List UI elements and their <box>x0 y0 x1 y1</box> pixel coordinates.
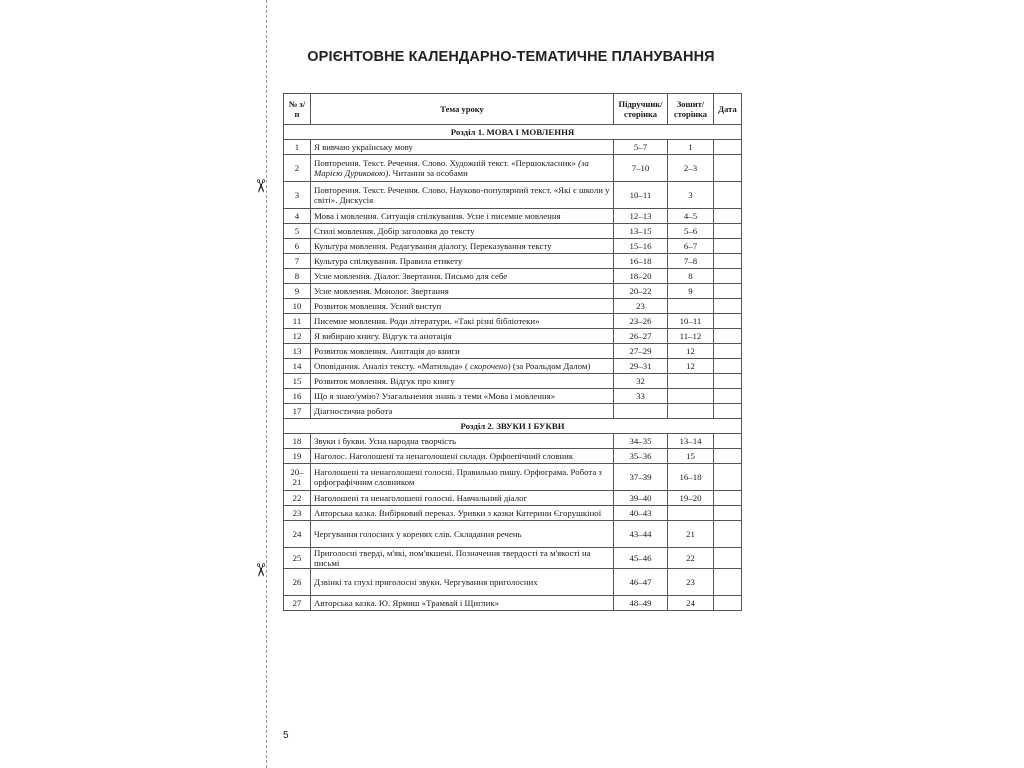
workbook-page: 21 <box>668 521 714 548</box>
workbook-page <box>668 404 714 419</box>
table-row <box>284 329 742 344</box>
workbook-page <box>668 299 714 314</box>
lesson-number: 10 <box>284 299 311 314</box>
date-cell <box>714 464 742 491</box>
table-row <box>284 359 742 374</box>
lesson-topic-tail: . Читання за особами <box>388 168 468 178</box>
lesson-topic-text: Наголошені та ненаголошені голосні. Правильно пишу. Орфограма. Робота з орфографічним словником <box>314 467 602 487</box>
table-row <box>284 548 742 569</box>
lesson-topic-italic: скорочено <box>470 361 508 371</box>
section-title: Розділ 1. МОВА І МОВЛЕННЯ <box>284 125 742 140</box>
lesson-topic-text: Розвиток мовлення. Анотація до книги <box>314 346 460 356</box>
lesson-number: 3 <box>284 182 311 209</box>
header-workbook: Зошит/ сторінка <box>668 94 714 125</box>
lesson-topic <box>311 182 614 209</box>
workbook-page: 11–12 <box>668 329 714 344</box>
lesson-number: 17 <box>284 404 311 419</box>
workbook-page: 15 <box>668 449 714 464</box>
cut-line <box>266 0 267 768</box>
lesson-topic <box>311 374 614 389</box>
textbook-page: 10–11 <box>614 182 668 209</box>
workbook-page: 2–3 <box>668 155 714 182</box>
lesson-topic-text: Розвиток мовлення. Усний виступ <box>314 301 442 311</box>
table-row <box>284 182 742 209</box>
table-row <box>284 239 742 254</box>
date-cell <box>714 434 742 449</box>
workbook-page: 16–18 <box>668 464 714 491</box>
table-row <box>284 389 742 404</box>
textbook-page: 20–22 <box>614 284 668 299</box>
table-row <box>284 299 742 314</box>
table-row <box>284 314 742 329</box>
table-row <box>284 254 742 269</box>
date-cell <box>714 239 742 254</box>
lesson-topic <box>311 254 614 269</box>
textbook-page: 35–36 <box>614 449 668 464</box>
textbook-page: 16–18 <box>614 254 668 269</box>
lesson-topic <box>311 209 614 224</box>
lesson-topic-text: Приголосні тверді, м'які, пом'якшені. Позначення твердості та м'якості на письмі <box>314 548 591 568</box>
lesson-topic <box>311 269 614 284</box>
workbook-page: 12 <box>668 359 714 374</box>
lesson-number: 22 <box>284 491 311 506</box>
lesson-number: 18 <box>284 434 311 449</box>
lesson-topic-text: Культура мовлення. Редагування діалогу. Переказування тексту <box>314 241 552 251</box>
lesson-topic-text: Авторська казка. Ю. Ярмиш «Трамвай і Щиглик» <box>314 598 500 608</box>
textbook-page: 32 <box>614 374 668 389</box>
lesson-number: 5 <box>284 224 311 239</box>
textbook-page: 34–35 <box>614 434 668 449</box>
table-row <box>284 209 742 224</box>
workbook-page <box>668 506 714 521</box>
workbook-page: 12 <box>668 344 714 359</box>
date-cell <box>714 596 742 611</box>
table-row <box>284 464 742 491</box>
lesson-topic-text: Усне мовлення. Монолог. Звертання <box>314 286 449 296</box>
date-cell <box>714 569 742 596</box>
lesson-topic-text: Звуки і букви. Усна народна творчість <box>314 436 457 446</box>
section-title: Розділ 2. ЗВУКИ І БУКВИ <box>284 419 742 434</box>
lesson-topic <box>311 434 614 449</box>
workbook-page: 5–6 <box>668 224 714 239</box>
textbook-page: 29–31 <box>614 359 668 374</box>
lesson-number: 26 <box>284 569 311 596</box>
table-row <box>284 491 742 506</box>
textbook-page: 33 <box>614 389 668 404</box>
lesson-topic-text: Що я знаю/умію? Узагальнення знань з теми «Мова і мовлення» <box>314 391 556 401</box>
workbook-page: 24 <box>668 596 714 611</box>
textbook-page: 13–15 <box>614 224 668 239</box>
lesson-topic-text: Культура спілкування. Правила етикету <box>314 256 463 266</box>
textbook-page: 12–13 <box>614 209 668 224</box>
lesson-topic-italic: (за Марією Дуриковою) <box>314 158 589 178</box>
table-row <box>284 155 742 182</box>
table-row <box>284 521 742 548</box>
header-num: № з/п <box>284 94 311 125</box>
workbook-page: 6–7 <box>668 239 714 254</box>
lesson-topic <box>311 140 614 155</box>
lesson-topic <box>311 449 614 464</box>
lesson-number: 15 <box>284 374 311 389</box>
lesson-topic <box>311 284 614 299</box>
workbook-page <box>668 374 714 389</box>
date-cell <box>714 314 742 329</box>
lesson-topic <box>311 521 614 548</box>
lesson-topic-text: Стилі мовлення. Добір заголовка до тексту <box>314 226 475 236</box>
lesson-topic-text: Повторення. Текст. Речення. Слово. Науково-популярний текст. «Які є школи у світі». Дискусія <box>314 185 610 205</box>
table-header-row <box>284 94 742 125</box>
lesson-topic <box>311 239 614 254</box>
textbook-page: 5–7 <box>614 140 668 155</box>
lesson-topic <box>311 464 614 491</box>
lesson-topic <box>311 314 614 329</box>
table-row <box>284 140 742 155</box>
lesson-topic <box>311 548 614 569</box>
planning-table <box>283 93 742 611</box>
date-cell <box>714 254 742 269</box>
lesson-topic <box>311 404 614 419</box>
date-cell <box>714 449 742 464</box>
lesson-topic-text: Авторська казка. Вибірковий переказ. Уривки з казки Катерини Єгорушкіної <box>314 508 602 518</box>
date-cell <box>714 521 742 548</box>
workbook-page: 23 <box>668 569 714 596</box>
workbook-page: 8 <box>668 269 714 284</box>
scissors-icon: ✂ <box>250 562 271 578</box>
textbook-page: 40–43 <box>614 506 668 521</box>
lesson-topic <box>311 596 614 611</box>
workbook-page: 10–11 <box>668 314 714 329</box>
lesson-topic <box>311 389 614 404</box>
date-cell <box>714 182 742 209</box>
lesson-number: 9 <box>284 284 311 299</box>
lesson-topic <box>311 329 614 344</box>
date-cell <box>714 209 742 224</box>
textbook-page: 18–20 <box>614 269 668 284</box>
lesson-topic-text: Мова і мовлення. Ситуація спілкування. Усне і писемне мовлення <box>314 211 561 221</box>
table-row <box>284 284 742 299</box>
textbook-page: 27–29 <box>614 344 668 359</box>
textbook-page: 15–16 <box>614 239 668 254</box>
date-cell <box>714 284 742 299</box>
textbook-page: 45–46 <box>614 548 668 569</box>
date-cell <box>714 374 742 389</box>
table-row <box>284 569 742 596</box>
workbook-page: 19–20 <box>668 491 714 506</box>
workbook-page <box>668 389 714 404</box>
lesson-topic-text: Я вибираю книгу. Відгук та анотація <box>314 331 452 341</box>
workbook-page: 22 <box>668 548 714 569</box>
date-cell <box>714 269 742 284</box>
date-cell <box>714 155 742 182</box>
lesson-number: 20–21 <box>284 464 311 491</box>
textbook-page: 26–27 <box>614 329 668 344</box>
date-cell <box>714 224 742 239</box>
date-cell <box>714 344 742 359</box>
workbook-page: 3 <box>668 182 714 209</box>
lesson-topic-text: Оповідання. Аналіз тексту. «Матильда» ( <box>314 361 468 371</box>
lesson-number: 1 <box>284 140 311 155</box>
lesson-number: 4 <box>284 209 311 224</box>
header-date: Дата <box>714 94 742 125</box>
lesson-number: 12 <box>284 329 311 344</box>
textbook-page: 39–40 <box>614 491 668 506</box>
scissors-icon: ✂ <box>250 178 271 194</box>
lesson-number: 11 <box>284 314 311 329</box>
workbook-page: 1 <box>668 140 714 155</box>
lesson-number: 2 <box>284 155 311 182</box>
lesson-topic-text: Наголос. Наголошені та ненаголошені склади. Орфоепічний словник <box>314 451 574 461</box>
section-row <box>284 125 742 140</box>
date-cell <box>714 389 742 404</box>
lesson-topic-text: Чергування голосних у коренях слів. Складання речень <box>314 529 522 539</box>
lesson-topic-text: Діагностична робота <box>314 406 393 416</box>
table-row <box>284 449 742 464</box>
page-title: ОРІЄНТОВНЕ КАЛЕНДАРНО-ТЕМАТИЧНЕ ПЛАНУВАННЯ <box>307 49 715 65</box>
lesson-topic <box>311 299 614 314</box>
lesson-number: 14 <box>284 359 311 374</box>
date-cell <box>714 506 742 521</box>
lesson-number: 23 <box>284 506 311 521</box>
lesson-number: 27 <box>284 596 311 611</box>
date-cell <box>714 359 742 374</box>
textbook-page: 37–39 <box>614 464 668 491</box>
textbook-page: 23 <box>614 299 668 314</box>
lesson-topic-text: Дзвінкі та глухі приголосні звуки. Чергування приголосних <box>314 577 538 587</box>
lesson-topic-tail: ) (за Роальдом Далом) <box>507 361 591 371</box>
lesson-topic <box>311 359 614 374</box>
lesson-topic <box>311 569 614 596</box>
lesson-topic-text: Розвиток мовлення. Відгук про книгу <box>314 376 455 386</box>
workbook-page: 9 <box>668 284 714 299</box>
lesson-topic <box>311 491 614 506</box>
lesson-number: 24 <box>284 521 311 548</box>
lesson-number: 6 <box>284 239 311 254</box>
lesson-number: 13 <box>284 344 311 359</box>
table-row <box>284 224 742 239</box>
lesson-topic-text: Наголошені та ненаголошені голосні. Навчальний діалог <box>314 493 528 503</box>
table-row <box>284 374 742 389</box>
workbook-page: 7–8 <box>668 254 714 269</box>
header-topic: Тема уроку <box>311 94 614 125</box>
textbook-page: 48–49 <box>614 596 668 611</box>
lesson-number: 7 <box>284 254 311 269</box>
date-cell <box>714 329 742 344</box>
table-row <box>284 434 742 449</box>
table-row <box>284 269 742 284</box>
workbook-page: 4–5 <box>668 209 714 224</box>
lesson-topic <box>311 155 614 182</box>
textbook-page: 7–10 <box>614 155 668 182</box>
header-textbook: Підручник/ сторінка <box>614 94 668 125</box>
date-cell <box>714 404 742 419</box>
lesson-topic-text: Я вивчаю українську мову <box>314 142 413 152</box>
lesson-topic-text: Повторення. Текст. Речення. Слово. Художній текст. «Першокласник» <box>314 158 576 168</box>
table-row <box>284 404 742 419</box>
workbook-page: 13–14 <box>668 434 714 449</box>
lesson-topic-text: Писемне мовлення. Роди літератури. «Такі різні бібліотеки» <box>314 316 540 326</box>
date-cell <box>714 299 742 314</box>
lesson-topic <box>311 344 614 359</box>
date-cell <box>714 491 742 506</box>
date-cell <box>714 548 742 569</box>
lesson-number: 19 <box>284 449 311 464</box>
lesson-topic-text: Усне мовлення. Діалог. Звертання. Письмо для себе <box>314 271 508 281</box>
table-row <box>284 344 742 359</box>
textbook-page: 46–47 <box>614 569 668 596</box>
date-cell <box>714 140 742 155</box>
table-body <box>284 125 742 611</box>
textbook-page: 23–26 <box>614 314 668 329</box>
section-row <box>284 419 742 434</box>
table-row <box>284 596 742 611</box>
lesson-number: 25 <box>284 548 311 569</box>
textbook-page: 43–44 <box>614 521 668 548</box>
page-number: 5 <box>283 730 289 741</box>
lesson-topic <box>311 224 614 239</box>
lesson-number: 8 <box>284 269 311 284</box>
lesson-topic <box>311 506 614 521</box>
textbook-page <box>614 404 668 419</box>
table-row <box>284 506 742 521</box>
lesson-number: 16 <box>284 389 311 404</box>
